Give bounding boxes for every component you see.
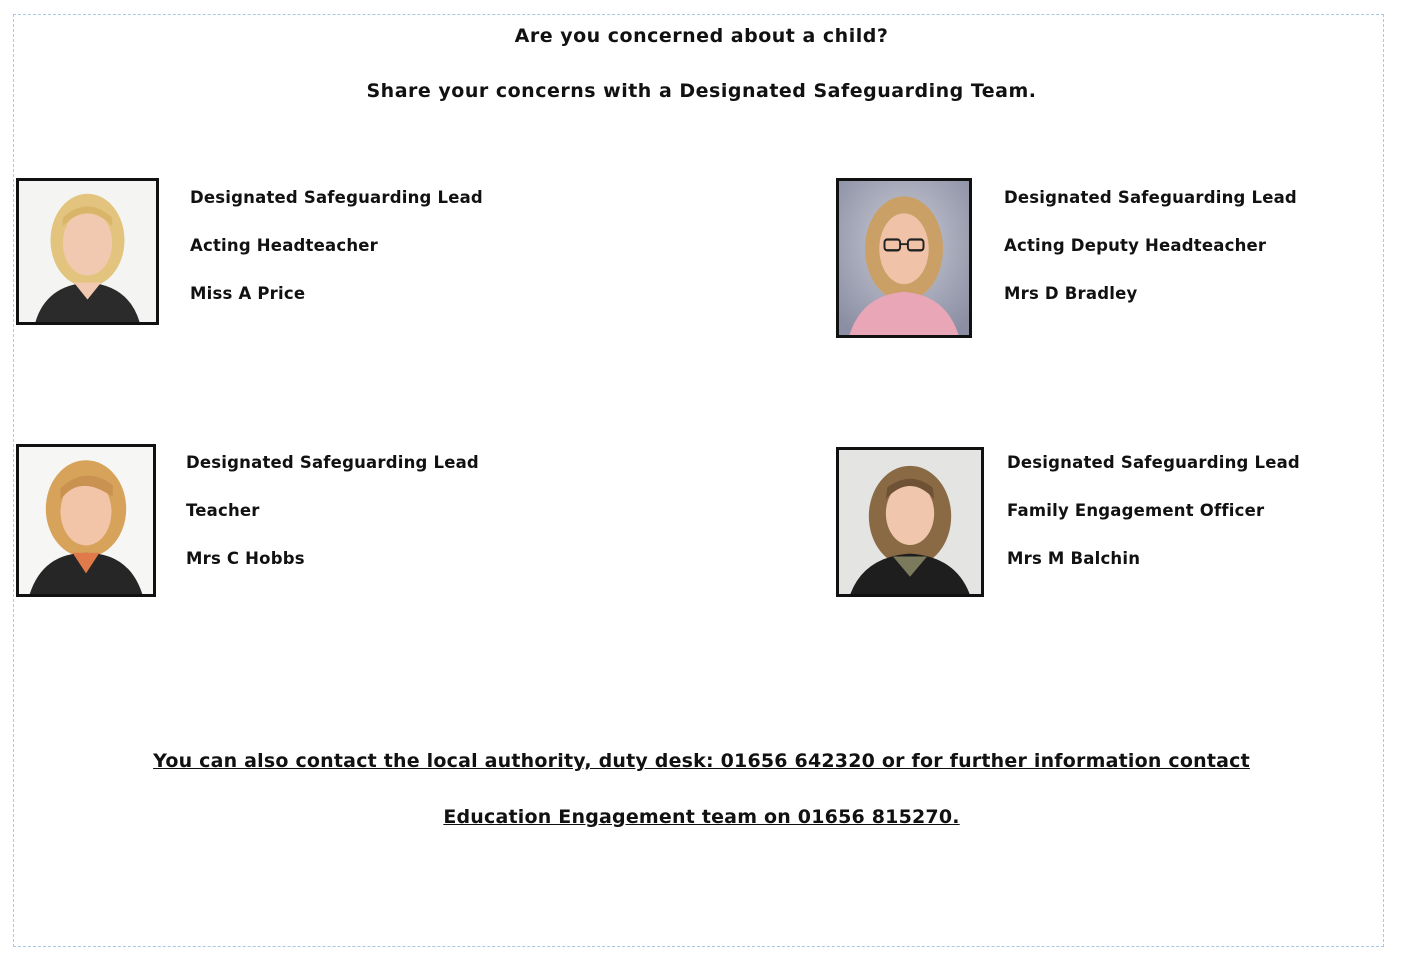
staff-name: Mrs C Hobbs (186, 549, 305, 568)
staff-position: Acting Headteacher (190, 236, 379, 255)
page-title: Are you concerned about a child? (514, 25, 889, 47)
staff-photo-hobbs (16, 444, 156, 597)
contact-info-line-2[interactable]: Education Engagement team on 01656 815270. (443, 806, 960, 828)
staff-position: Family Engagement Officer (1007, 501, 1265, 520)
staff-role: Designated Safeguarding Lead (1004, 188, 1297, 207)
staff-photo-balchin (836, 447, 984, 597)
staff-role: Designated Safeguarding Lead (186, 453, 479, 472)
staff-photo-price (16, 178, 159, 325)
staff-position: Acting Deputy Headteacher (1004, 236, 1267, 255)
staff-card-balchin (1007, 451, 1300, 595)
contact-info-line-1[interactable]: You can also contact the local authority, duty desk: 01656 642320 or for further information contact (153, 750, 1250, 772)
staff-role: Designated Safeguarding Lead (190, 188, 483, 207)
staff-photo-bradley (836, 178, 972, 338)
staff-name: Mrs M Balchin (1007, 549, 1141, 568)
staff-card-price (190, 186, 483, 330)
staff-card-hobbs (186, 451, 479, 595)
page-subtitle: Share your concerns with a Designated Safeguarding Team. (366, 80, 1037, 102)
staff-name: Miss A Price (190, 284, 306, 303)
staff-role: Designated Safeguarding Lead (1007, 453, 1300, 472)
staff-position: Teacher (186, 501, 260, 520)
staff-card-bradley (1004, 186, 1297, 330)
staff-name: Mrs D Bradley (1004, 284, 1138, 303)
